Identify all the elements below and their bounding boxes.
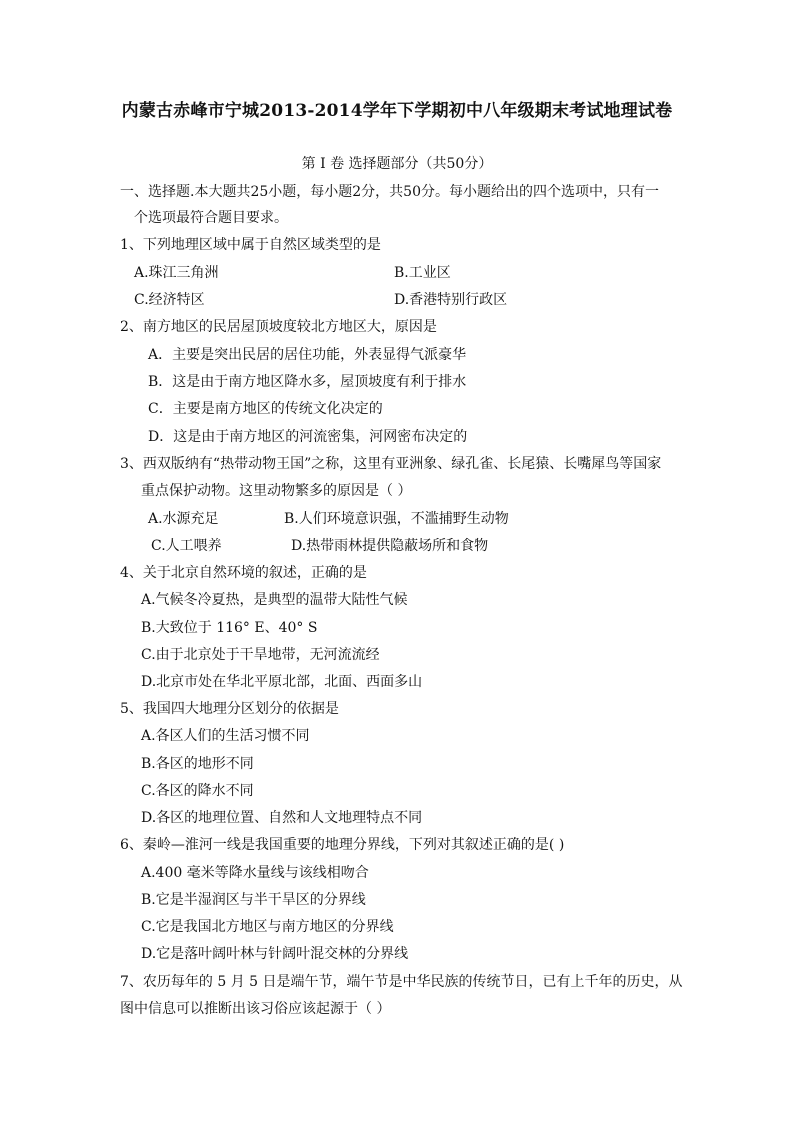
- question-2-option-c: C．主要是南方地区的传统文化决定的: [148, 401, 383, 417]
- section-header: 第 I 卷 选择题部分（共50分）: [301, 156, 493, 172]
- question-3-option-c: C.人工喂养: [151, 538, 222, 554]
- question-4-option-d: D.北京市处在华北平原北部，北面、西面多山: [141, 674, 423, 690]
- question-3-option-d: D.热带雨林提供隐蔽场所和食物: [291, 538, 489, 554]
- question-4-option-a: A.气候冬冷夏热，是典型的温带大陆性气候: [141, 592, 408, 608]
- question-7-stem-cont: 图中信息可以推断出该习俗应该起源于（ ）: [120, 1001, 391, 1017]
- question-6-option-d: D.它是落叶阔叶林与针阔叶混交林的分界线: [141, 946, 409, 962]
- question-6-option-a: A.400 毫米等降水量线与该线相吻合: [141, 865, 369, 881]
- question-1-option-a: A.珠江三角洲: [134, 265, 219, 281]
- question-6-option-c: C.它是我国北方地区与南方地区的分界线: [141, 919, 394, 935]
- question-2-option-b: B．这是由于南方地区降水多，屋顶坡度有利于排水: [148, 374, 467, 390]
- question-3-option-a: A.水源充足: [148, 511, 219, 527]
- question-5-stem: 5、我国四大地理分区划分的依据是: [120, 701, 339, 717]
- question-4-stem: 4、关于北京自然环境的叙述，正确的是: [120, 565, 367, 581]
- question-1-option-b: B.工业区: [394, 265, 451, 281]
- question-7-stem: 7、农历每年的 5 月 5 日是端午节，端午节是中华民族的传统节日，已有上千年的历史，从: [120, 974, 683, 990]
- question-1-stem: 1、下列地理区域中属于自然区域类型的是: [120, 237, 381, 253]
- question-5-option-d: D.各区的地理位置、自然和人文地理特点不同: [141, 810, 423, 826]
- exam-title: 内蒙古赤峰市宁城2013-2014学年下学期初中八年级期末考试地理试卷: [121, 101, 673, 121]
- question-4-option-c: C.由于北京处于干旱地带，无河流流经: [141, 647, 380, 663]
- question-4-option-b: B.大致位于 116° E、40° S: [141, 620, 318, 636]
- question-3-stem-cont: 重点保护动物。这里动物繁多的原因是（ ）: [141, 483, 412, 499]
- question-2-option-d: D．这是由于南方地区的河流密集，河网密布决定的: [148, 429, 468, 445]
- question-2-stem: 2、南方地区的民居屋顶坡度较北方地区大，原因是: [120, 319, 437, 335]
- instructions-line-2: 个选项最符合题目要求。: [134, 210, 288, 226]
- question-5-option-a: A.各区人们的生活习惯不同: [141, 728, 310, 744]
- question-3-option-b: B.人们环境意识强，不滥捕野生动物: [284, 511, 509, 527]
- question-6-stem: 6、秦岭—淮河一线是我国重要的地理分界线，下列对其叙述正确的是( ): [120, 837, 565, 853]
- question-1-option-c: C.经济特区: [134, 292, 205, 308]
- instructions-line-1: 一、选择题.本大题共25小题，每小题2分，共50分。每小题给出的四个选项中，只有一: [120, 184, 659, 200]
- question-1-option-d: D.香港特别行政区: [394, 292, 508, 308]
- question-3-stem: 3、西双版纳有“热带动物王国”之称，这里有亚洲象、绿孔雀、长尾猿、长嘴犀鸟等国家: [120, 456, 662, 472]
- question-2-option-a: A．主要是突出民居的居住功能，外表显得气派豪华: [148, 347, 467, 363]
- question-5-option-b: B.各区的地形不同: [141, 756, 254, 772]
- question-5-option-c: C.各区的降水不同: [141, 783, 254, 799]
- question-6-option-b: B.它是半湿润区与半干旱区的分界线: [141, 892, 366, 908]
